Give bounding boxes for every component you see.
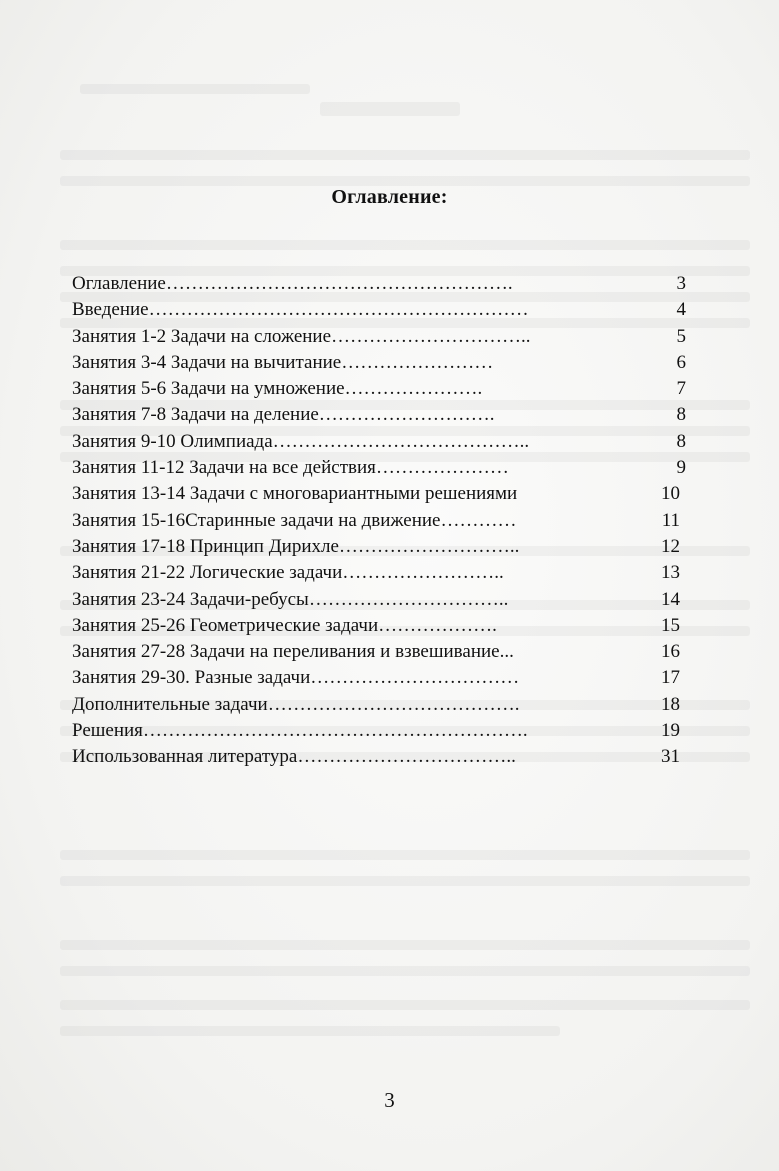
- toc-entry-title: Использованная литература……………………………..: [72, 746, 516, 768]
- toc-entry-title: Дополнительные задачи………………………………….: [72, 693, 520, 715]
- toc-entry-page: 13: [661, 562, 680, 584]
- toc-entry: [72, 297, 712, 323]
- toc-entry-title: Введение……………………………………………………: [72, 299, 529, 321]
- toc-entry: [72, 534, 712, 560]
- toc-entry-page: 11: [661, 509, 680, 531]
- toc-entry-title: Оглавление……………………………………………….: [72, 273, 513, 294]
- toc-entry-page: 4: [676, 299, 686, 321]
- toc-entry-title: Занятия 5-6 Задачи на умножение………………….: [72, 378, 483, 400]
- toc-entry-page: 5: [676, 325, 686, 347]
- toc-entry-title: Занятия 23-24 Задачи-ребусы…………………………..: [72, 588, 509, 610]
- toc-entry: [72, 376, 712, 402]
- toc-entry-title: Занятия 27-28 Задачи на переливания и взвешивание...: [72, 641, 514, 663]
- toc-entry-page: 31: [661, 746, 680, 768]
- toc-entry-title: Решения…………………………………………………….: [72, 720, 528, 742]
- toc-entry-page: 17: [661, 667, 680, 689]
- toc-entry-title: Занятия 1-2 Задачи на сложение…………………………..: [72, 325, 531, 347]
- toc-entry-page: 10: [661, 483, 680, 505]
- toc-entry-page: 18: [661, 693, 680, 715]
- toc-entry-page: 14: [661, 588, 680, 610]
- toc-entry-title: Занятия 11-12 Задачи на все действия…………………: [72, 457, 509, 479]
- toc-entry: [72, 613, 712, 639]
- toc-entry-title: Занятия 15-16Старинные задачи на движение…………: [72, 509, 517, 531]
- toc-entry-title: Занятия 9-10 Олимпиада…………………………………..: [72, 430, 530, 452]
- toc-entry-title: Занятия 17-18 Принцип Дирихле………………………..: [72, 535, 520, 557]
- toc-entry-title: Занятия 29-30. Разные задачи……………………………: [72, 667, 520, 689]
- toc-entry-title: Занятия 21-22 Логические задачи……………………..: [72, 562, 504, 584]
- toc-heading: Оглавление:: [331, 186, 448, 208]
- toc-entry: [72, 665, 712, 691]
- toc-entry-page: 6: [676, 351, 686, 373]
- toc-entry-page: 16: [661, 641, 680, 663]
- toc-entry-page: 12: [661, 535, 680, 557]
- toc-entry-page: 8: [676, 430, 686, 452]
- toc-entry-title: Занятия 7-8 Задачи на деление……………………….: [72, 404, 495, 426]
- toc-entry: [72, 455, 712, 481]
- toc-entry: [72, 587, 712, 613]
- toc-entry-page: 15: [661, 614, 680, 636]
- toc-entry: [72, 350, 712, 376]
- toc-entry-title: Занятия 3-4 Задачи на вычитание……………………: [72, 351, 494, 373]
- toc-entry-page: 19: [661, 720, 680, 742]
- toc-entry: [72, 639, 712, 665]
- toc-entry: [72, 324, 712, 350]
- toc-entry: [72, 402, 712, 428]
- toc-entry: [72, 744, 712, 770]
- toc-entry: [72, 271, 712, 297]
- toc-entry: [72, 560, 712, 586]
- page-number: 3: [384, 1088, 395, 1112]
- table-of-contents: [72, 271, 712, 771]
- toc-entry-title: Занятия 13-14 Задачи с многовариантными решениями: [72, 483, 518, 505]
- toc-entry-page: 8: [676, 404, 686, 426]
- toc-entry: [72, 481, 712, 507]
- toc-entry: [72, 508, 712, 534]
- toc-entry-page: 7: [676, 378, 686, 400]
- toc-entry: [72, 429, 712, 455]
- toc-entry-page: 9: [676, 457, 686, 479]
- toc-entry-page: 3: [676, 273, 686, 294]
- toc-entry-title: Занятия 25-26 Геометрические задачи……………….: [72, 614, 497, 636]
- toc-entry: [72, 718, 712, 744]
- toc-entry: [72, 692, 712, 718]
